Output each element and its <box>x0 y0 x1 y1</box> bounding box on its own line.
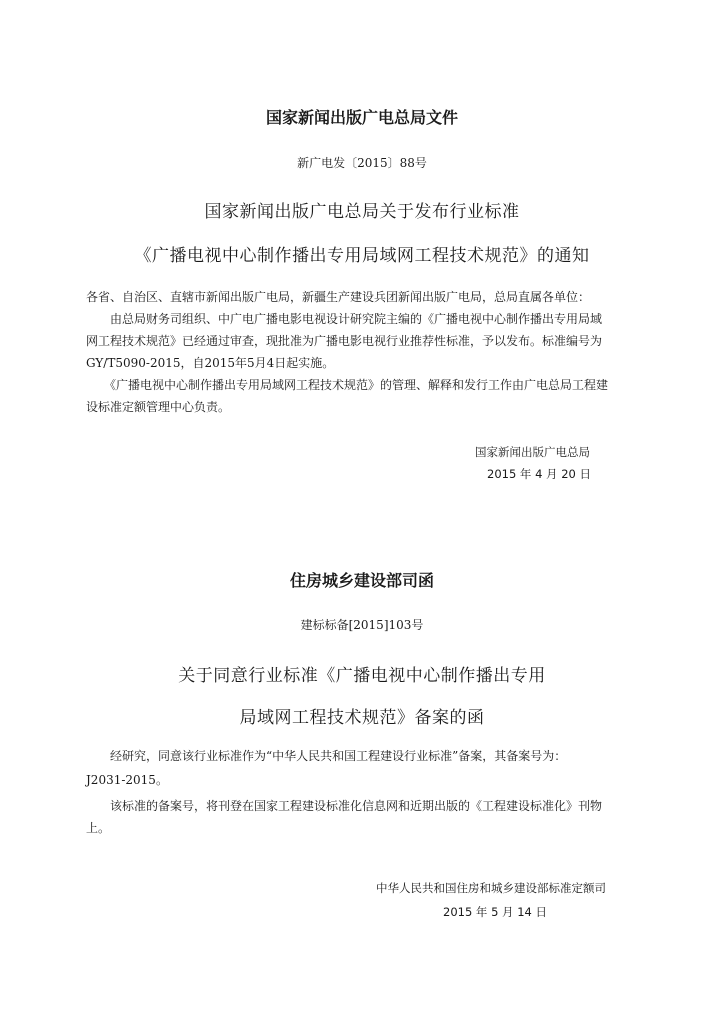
doc1-signature: 国家新闻出版广电总局 <box>475 445 590 459</box>
doc1-date: 2015 年 4 月 20 日 <box>487 467 591 481</box>
doc2-title-line2: 局域网工程技术规范》备案的函 <box>239 708 485 728</box>
doc2-para1-line1: 经研究，同意该行业标准作为“中华人民共和国工程建设行业标准”备案，其备案号为： <box>110 749 567 763</box>
doc2-para2-line1: 该标准的备案号，将刊登在国家工程建设标准化信息网和近期出版的《工程建设标准化》刊物 <box>110 799 603 813</box>
doc1-header: 国家新闻出版广电总局文件 <box>265 108 458 127</box>
doc2-date: 2015 年 5 月 14 日 <box>443 905 547 919</box>
doc1-title-line2: 《广播电视中心制作播出专用局域网工程技术规范》的通知 <box>134 246 590 266</box>
doc1-para3-line2: 设标准定额管理中心负责。 <box>86 400 231 414</box>
doc2-para2-line2: 上。 <box>86 821 111 835</box>
doc2-title-line1: 关于同意行业标准《广播电视中心制作播出专用 <box>178 666 546 686</box>
doc2-para1-line2: J2031-2015。 <box>86 773 168 787</box>
doc1-para2-line2: 网工程技术规范》已经通过审查，现批准为广播电影电视行业推荐性标准，予以发布。标准编号为 <box>86 334 603 348</box>
doc1-para2-line3: GY/T5090-2015，自2015年5月4日起实施。 <box>86 356 335 370</box>
doc2-doc-number: 建标标备[2015]103号 <box>300 618 424 632</box>
doc2-header: 住房城乡建设部司函 <box>289 571 434 590</box>
doc1-para3-line1: 《广播电视中心制作播出专用局域网工程技术规范》的管理、解释和发行工作由广电总局工程建 <box>104 378 609 392</box>
doc1-doc-number: 新广电发〔2015〕88号 <box>297 156 427 170</box>
doc1-title-line1: 国家新闻出版广电总局关于发布行业标准 <box>204 202 520 222</box>
doc2-signature: 中华人民共和国住房和城乡建设部标准定额司 <box>376 881 606 895</box>
doc1-para2-line1: 由总局财务司组织、中广电广播电影电视设计研究院主编的《广播电视中心制作播出专用局域 <box>110 312 603 326</box>
doc1-para1: 各省、自治区、直辖市新闻出版广电局，新疆生产建设兵团新闻出版广电局，总局直属各单位： <box>86 290 591 304</box>
